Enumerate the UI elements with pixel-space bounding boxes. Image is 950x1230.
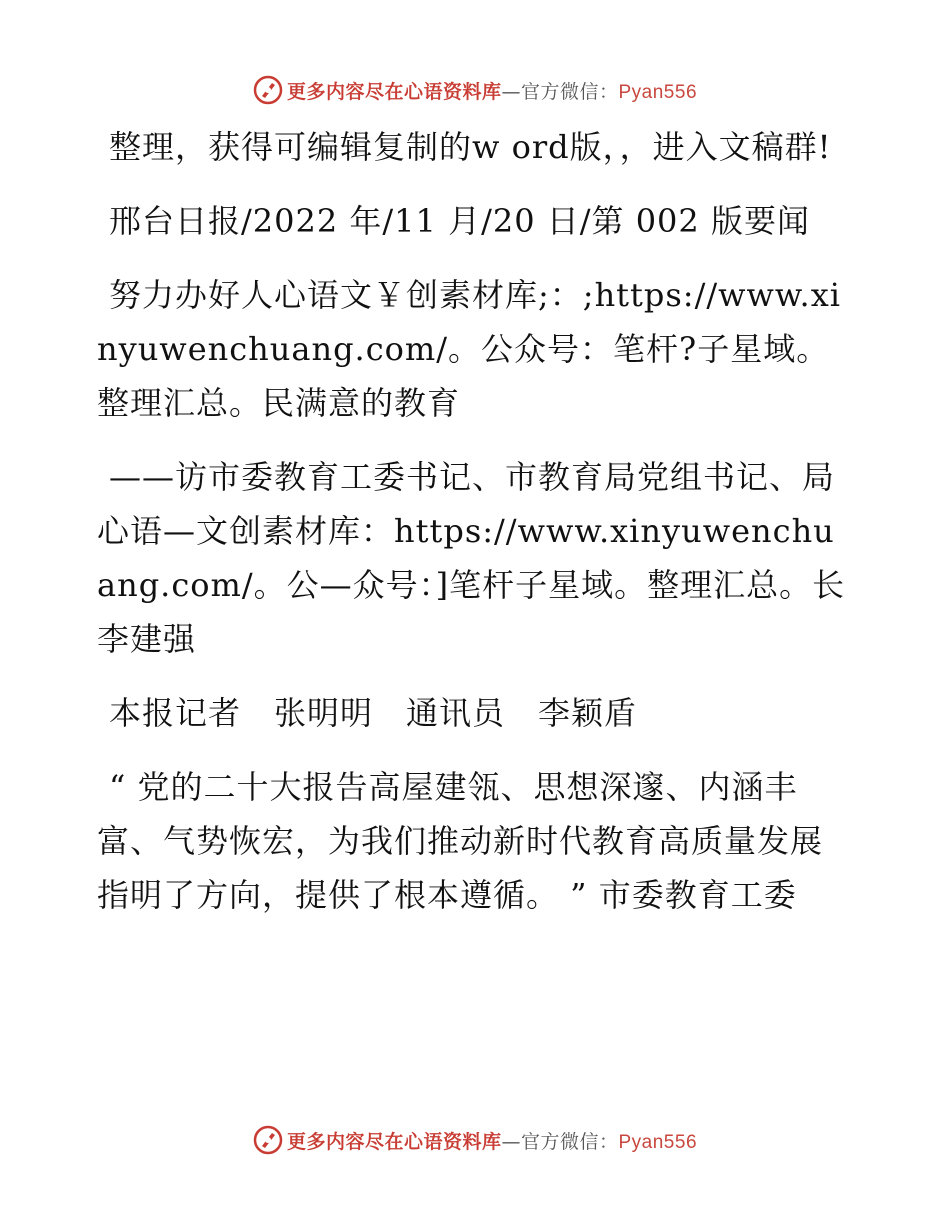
document-body [97, 120, 849, 942]
paragraph-byline: 本报记者 张明明 通讯员 李颖盾 [109, 694, 638, 732]
header-banner-wechat-id: Pyan556 [618, 81, 698, 103]
footer-banner-title: 更多内容尽在心语资料库 [286, 1130, 502, 1153]
pen-logo-icon [253, 1125, 283, 1155]
paragraph-intro: 整理，获得可编辑复制的w ord版，，进入文稿群! [109, 128, 832, 166]
header-banner-wechat-label: 官方微信： [520, 80, 619, 103]
footer-banner-text [287, 1127, 697, 1154]
footer-banner-wechat-label: 官方微信： [520, 1130, 619, 1153]
footer-banner [0, 1120, 950, 1160]
paragraph-quote: “ 党的二十大报告高屋建瓴、思想深邃、内涵丰富、气势恢宏，为我们推动新时代教育高质量发展指明了方向，提供了根本遵循。 ” 市委教育工委 [97, 768, 824, 914]
footer-banner-separator: — [501, 1130, 521, 1153]
header-banner-title: 更多内容尽在心语资料库 [286, 80, 502, 103]
footer-banner-wechat-id: Pyan556 [618, 1131, 698, 1153]
header-banner [0, 70, 950, 110]
paragraph-headline: 努力办好人心语文￥创素材库;：;https://www.xinyuwenchuang.com/。公众号：笔杆?子星域。整理汇总。民满意的教育 [97, 276, 841, 422]
header-banner-text [287, 77, 697, 104]
pen-logo-icon [253, 75, 283, 105]
paragraph-source: 邢台日报/2022 年/11 月/20 日/第 002 版要闻 [109, 202, 810, 240]
paragraph-subheadline: ——访市委教育工委书记、市教育局党组书记、局心语—文创素材库：https://www.xinyuwenchuang.com/。公—众号：]笔杆子星域。整理汇总。长李建强 [97, 458, 846, 658]
header-banner-separator: — [501, 80, 521, 103]
